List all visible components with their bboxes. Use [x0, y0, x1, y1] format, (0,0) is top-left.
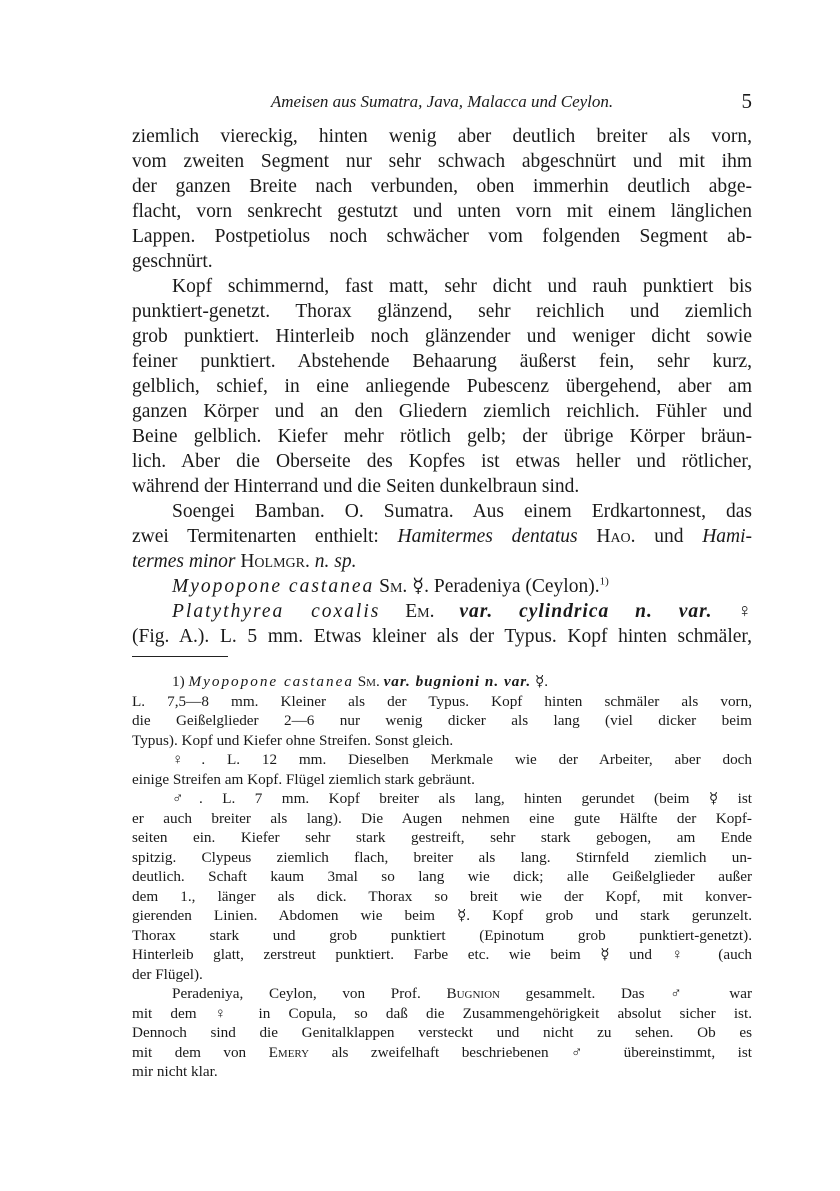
footnote-line: einige Streifen am Kopf. Flügel ziemlich stark gebräunt.	[132, 770, 475, 788]
text-span: zwei Termitenarten enthielt:	[132, 526, 379, 547]
text-line: ganzen Körper und an den Gliedern ziemlich reichlich. Fühler und	[132, 401, 752, 422]
footnote-rule	[132, 656, 228, 657]
text-span: mit dem von	[132, 1043, 247, 1061]
text-line: lich. Aber die Oberseite des Kopfes ist etwas heller und rötlicher,	[132, 451, 752, 472]
footnote-line: Hinterleib glatt, zerstreut punktiert. Farbe etc. wie beim ☿ und ♀ (auch	[132, 946, 752, 963]
text-span: Peradeniya, Ceylon, von Prof.	[172, 985, 421, 1002]
running-header	[132, 89, 752, 118]
text-line: punktiert-genetzt. Thorax glänzend, sehr reichlich und ziemlich	[132, 301, 752, 322]
footnote-line: L. 7,5—8 mm. Kleiner als der Typus. Kopf hinten schmäler als vorn,	[132, 692, 752, 710]
female-symbol-icon: ♀	[737, 601, 752, 622]
species-name: termes minor	[132, 551, 236, 572]
species-name: Platythyrea coxalis	[172, 601, 381, 622]
footnote-line	[132, 1043, 752, 1063]
footnote-line: gierenden Linien. Abdomen wie beim ☿. Kopf grob und stark gerunzelt.	[132, 907, 752, 924]
footnote-line: Typus). Kopf und Kiefer ohne Streifen. Sonst gleich.	[132, 731, 454, 749]
text-line: (Fig. A.). L. 5 mm. Etwas kleiner als der Typus. Kopf hinten schmäler,	[132, 626, 752, 647]
footnote-ref: 1)	[599, 575, 609, 588]
author-name: Sm.	[379, 576, 408, 597]
text-line: geschnürt.	[132, 251, 213, 272]
footnote-line: ♀. L. 12 mm. Dieselben Merkmale wie der Arbeiter, aber doch	[172, 751, 752, 768]
footnote-line: deutlich. Schaft kaum 3mal so lang wie dick; alle Geißelglieder außer	[132, 868, 752, 885]
text-line: grob punktiert. Hinterleib noch glänzender und weniger dicht sowie	[132, 326, 752, 347]
variety-name: var. bugnioni n. var.	[383, 673, 532, 690]
footnote-line: seiten ein. Kiefer sehr stark gestreift, sehr stark gebogen, am Ende	[132, 829, 752, 846]
text-span: gesammelt. Das ♂ war	[525, 985, 752, 1002]
footnote-line: Thorax stark und grob punktiert (Epinotum grob punktiert-genetzt).	[132, 926, 752, 944]
text-line: Kopf schimmernd, fast matt, sehr dicht und rauh punktiert bis	[172, 276, 752, 297]
footnote	[132, 672, 752, 1082]
text-line: während der Hinterrand und die Seiten dunkelbraun sind.	[132, 476, 580, 497]
text-span: und	[654, 526, 684, 547]
species-name: Myopopone castanea	[188, 673, 354, 690]
main-text	[132, 124, 752, 649]
running-title: Ameisen aus Sumatra, Java, Malacca und Ceylon.	[270, 92, 614, 111]
text-line: gelblich, schief, in eine anliegende Pubescenz übergehend, aber am	[132, 376, 752, 397]
text-line: vom zweiten Segment nur sehr schwach abgeschnürt und mit ihm	[132, 151, 752, 172]
text-span: als zweifelhaft beschriebenen ♂ übereinstimmt, ist	[331, 1043, 752, 1061]
species-name: Myopopone castanea	[172, 576, 375, 597]
text-line	[132, 524, 752, 549]
footnote-line: dem 1., länger als dick. Thorax so breit wie der Kopf, mit konver-	[132, 887, 752, 905]
worker-symbol-icon: ☿.	[412, 576, 430, 597]
species-name: Hamitermes dentatus	[397, 526, 578, 547]
footnote-line	[132, 984, 752, 1004]
worker-symbol-icon: ☿.	[534, 673, 549, 690]
page-number: 5	[741, 89, 752, 113]
footnote-line: Dennoch sind die Genitalklappen versteckt und nicht zu sehen. Ob es	[132, 1024, 752, 1041]
species-entry	[132, 599, 752, 624]
text-line: Beine gelblich. Kiefer mehr rötlich gelb; der übrige Körper bräun-	[132, 426, 752, 447]
author-name: Holmgr.	[240, 551, 310, 572]
footnote-line: spitzig. Clypeus ziemlich flach, breiter als lang. Stirnfeld ziemlich un-	[132, 848, 752, 866]
text-line: Lappen. Postpetiolus noch schwächer vom folgenden Segment ab-	[132, 226, 752, 247]
text-line	[132, 549, 752, 574]
footnote-line: er auch breiter als lang). Die Augen nehmen eine gute Hälfte der Kopf-	[132, 809, 752, 827]
author-name: Em.	[405, 601, 435, 622]
text-line: flacht, vorn senkrecht gestutzt und unten vorn mit einem länglichen	[132, 201, 752, 222]
footnote-line: ♂. L. 7 mm. Kopf breiter als lang, hinten gerundet (beim ☿ ist	[172, 790, 752, 807]
text-line: ziemlich viereckig, hinten wenig aber deutlich breiter als vorn,	[132, 126, 752, 147]
footnote-line: der Flügel).	[132, 965, 203, 983]
text-line: feiner punktiert. Abstehende Behaarung äußerst fein, sehr kurz,	[132, 351, 752, 372]
footnote-line: die Geißelglieder 2—6 nur wenig dicker als lang (viel dicker beim	[132, 712, 752, 729]
author-name: Sm.	[357, 673, 380, 690]
text-line: der ganzen Breite nach verbunden, oben immerhin deutlich abge-	[132, 176, 752, 197]
footnote-line: mir nicht klar.	[132, 1063, 218, 1080]
footnote-line	[132, 672, 752, 692]
footnote-mark: 1)	[172, 673, 185, 690]
text-span: n. sp.	[314, 551, 357, 572]
footnote-line: mit dem ♀ in Copula, so daß die Zusammengehörigkeit absolut sicher ist.	[132, 1004, 752, 1022]
locality: Peradeniya (Ceylon).	[433, 576, 600, 597]
text-line: Soengei Bamban. O. Sumatra. Aus einem Erdkartonnest, das	[172, 501, 752, 522]
species-entry	[132, 574, 752, 599]
variety-name: var. cylindrica n. var.	[459, 601, 713, 622]
author-name: Hao.	[596, 526, 636, 547]
author-name: Bugnion	[446, 985, 500, 1002]
species-name: Hami-	[702, 526, 752, 547]
author-name: Emery	[268, 1043, 310, 1061]
